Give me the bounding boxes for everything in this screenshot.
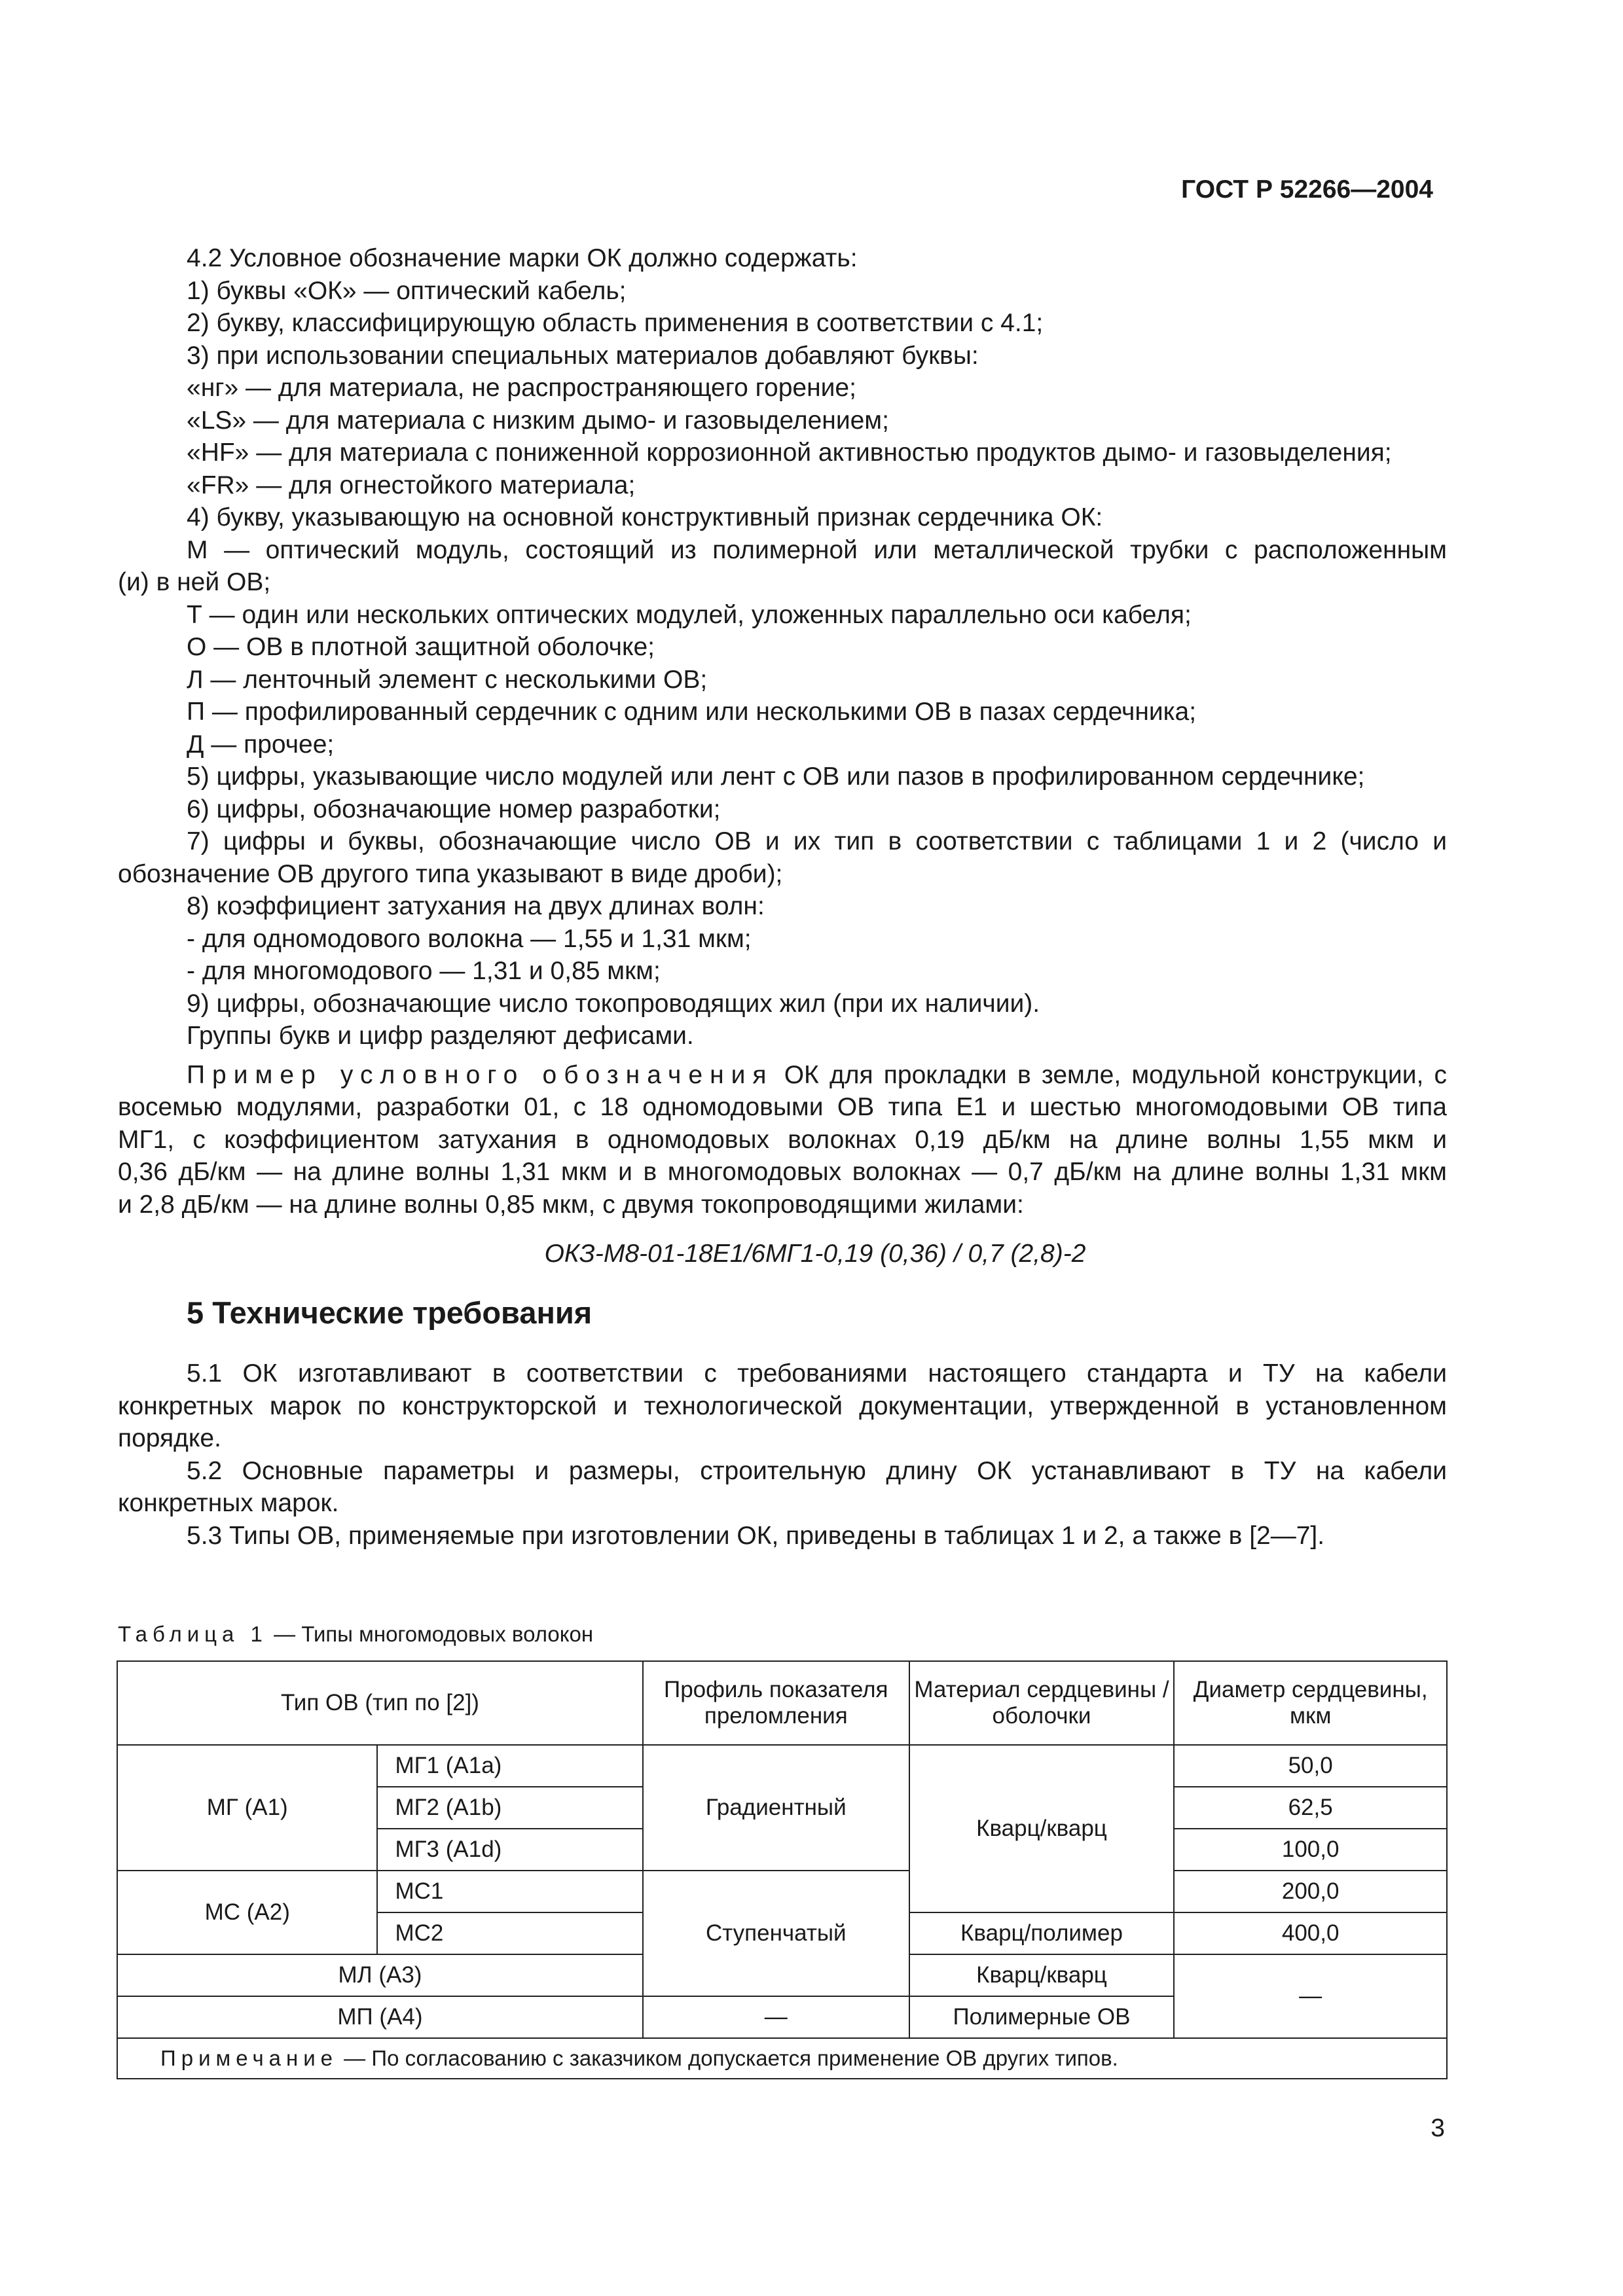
paragraph: конкретных марок. [118, 1489, 339, 1517]
document-code: ГОСТ Р 52266—2004 [1181, 175, 1433, 204]
example-text: МГ1, с коэффициентом затухания в одномодовых волокнах 0,19 дБ/км на длине волны 1,55 мкм и [118, 1125, 1447, 1154]
list-item-continuation: обозначение ОВ другого типа указывают в виде дроби); [118, 859, 783, 888]
page-number: 3 [1431, 2114, 1445, 2142]
table-caption [118, 1622, 593, 1647]
table-caption-label: Таблица 1 [118, 1622, 268, 1646]
table-cell: МС2 [377, 1912, 643, 1954]
paragraph: 5.1 ОК изготавливают в соответствии с требованиями настоящего стандарта и ТУ на кабели [187, 1359, 1447, 1388]
list-item-continuation: (и) в ней ОВ; [118, 568, 271, 596]
example-label: Пример условного обозначения [187, 1060, 774, 1089]
list-item: 3) при использовании специальных материалов добавляют буквы: [187, 341, 979, 370]
list-item: 6) цифры, обозначающие номер разработки; [187, 795, 721, 823]
list-item: О — ОВ в плотной защитной оболочке; [187, 633, 655, 661]
list-item: 8) коэффициент затухания на двух длинах волн: [187, 892, 765, 920]
table-cell: МС (А2) [117, 1871, 377, 1954]
list-item: 9) цифры, обозначающие число токопроводящих жил (при их наличии). [187, 989, 1040, 1018]
table-cell: 200,0 [1174, 1871, 1447, 1912]
note-label: Примечание [160, 2046, 338, 2070]
table-caption-text: — Типы многомодовых волокон [267, 1622, 594, 1646]
table-cell: Полимерные ОВ [909, 1996, 1175, 2038]
list-item: 1) буквы «ОК» — оптический кабель; [187, 276, 627, 305]
document-body [118, 242, 1447, 1552]
paragraph: конкретных марок по конструкторской и технологической документации, утвержденной в установленном [118, 1391, 1447, 1420]
table-cell: МП (А4) [117, 1996, 643, 2038]
header-cell: Профиль показателя преломления [643, 1661, 909, 1745]
table-cell: МГ1 (А1а) [377, 1745, 643, 1787]
list-item: Л — ленточный элемент с несколькими ОВ; [187, 665, 708, 694]
paragraph: 5.3 Типы ОВ, применяемые при изготовлении ОК, приведены в таблицах 1 и 2, а также в [2—7]. [187, 1521, 1325, 1550]
paragraph: 4.2 Условное обозначение марки ОК должно содержать: [187, 244, 858, 272]
table-cell: МС1 [377, 1871, 643, 1912]
list-item: «нг» — для материала, не распространяющего горение; [187, 374, 856, 402]
table-cell: 50,0 [1174, 1745, 1447, 1787]
paragraph: 5.2 Основные параметры и размеры, строительную длину ОК устанавливают в ТУ на кабели [187, 1456, 1447, 1485]
list-item: «HF» — для материала с пониженной коррозионной активностью продуктов дымо- и газовыделения; [187, 439, 1392, 467]
note-text: — По согласованию с заказчиком допускается применение ОВ других типов. [338, 2046, 1118, 2070]
list-item: 7) цифры и буквы, обозначающие число ОВ и их тип в соответствии с таблицами 1 и 2 (число и [187, 827, 1447, 855]
table-cell: МГ (А1) [117, 1745, 377, 1871]
table-row [117, 1745, 1447, 1787]
paragraph: порядке. [118, 1424, 221, 1452]
table-note-row [117, 2038, 1447, 2079]
example-text: восемью модулями, разработки 01, с 18 одномодовыми ОВ типа Е1 и шестью многомодовыми ОВ типа [118, 1093, 1447, 1121]
list-item: Т — один или нескольких оптических модулей, уложенных параллельно оси кабеля; [187, 600, 1192, 629]
list-item: 4) букву, указывающую на основной конструктивный признак сердечника ОК: [187, 503, 1103, 531]
example-paragraph [118, 1059, 1447, 1092]
list-item: «FR» — для огнестойкого материала; [187, 471, 636, 499]
section-title: 5 Технические требования [187, 1295, 593, 1330]
table-cell: Кварц/кварц [909, 1745, 1175, 1912]
header-cell: Диаметр сердцевины, мкм [1174, 1661, 1447, 1745]
table-cell: 400,0 [1174, 1912, 1447, 1954]
table-note [117, 2038, 1447, 2079]
list-item: Д — прочее; [187, 730, 335, 759]
table-cell: 62,5 [1174, 1787, 1447, 1829]
table-cell: Градиентный [643, 1745, 909, 1871]
fiber-types-table [117, 1660, 1448, 2079]
table-cell: МГ2 (А1b) [377, 1787, 643, 1829]
table-cell: Кварц/кварц [909, 1954, 1175, 1996]
list-item: 5) цифры, указывающие число модулей или лент с ОВ или пазов в профилированном сердечнике; [187, 762, 1365, 791]
example-text: ОК для прокладки в земле, модульной конструкции, с [784, 1060, 1448, 1089]
table-cell: МЛ (А3) [117, 1954, 643, 1996]
table-row [117, 1871, 1447, 1912]
list-item: П — профилированный сердечник с одним или несколькими ОВ в пазах сердечника; [187, 698, 1197, 726]
header-cell: Материал сердцевины / оболочки [909, 1661, 1175, 1745]
paragraph: Группы букв и цифр разделяют дефисами. [187, 1022, 694, 1050]
header-cell: Тип ОВ (тип по [2]) [117, 1661, 643, 1745]
list-item: М — оптический модуль, состоящий из полимерной или металлической трубки с расположенным [187, 535, 1447, 564]
table-cell: — [643, 1996, 909, 2038]
designation-formula: ОКЗ-М8-01-18Е1/6МГ1-0,19 (0,36) / 0,7 (2,8)-2 [544, 1240, 1086, 1268]
list-item: - для одномодового волокна — 1,55 и 1,31 мкм; [187, 924, 752, 953]
list-item: 2) букву, классифицирующую область применения в соответствии с 4.1; [187, 309, 1044, 337]
table-cell: МГ3 (А1d) [377, 1829, 643, 1871]
table-cell: 100,0 [1174, 1829, 1447, 1871]
table-header-row [117, 1661, 1447, 1745]
table-cell: Кварц/полимер [909, 1912, 1175, 1954]
list-item: «LS» — для материала с низким дымо- и газовыделением; [187, 406, 889, 435]
example-text: 0,36 дБ/км — на длине волны 1,31 мкм и в многомодовых волокнах — 0,7 дБ/км на длине волны 1,31 мкм [118, 1158, 1447, 1186]
list-item: - для многомодового — 1,31 и 0,85 мкм; [187, 957, 661, 985]
table-cell: Ступенчатый [643, 1871, 909, 1996]
example-text: и 2,8 дБ/км — на длине волны 0,85 мкм, с двумя токопроводящими жилами: [118, 1190, 1024, 1219]
table-cell: — [1174, 1954, 1447, 2038]
